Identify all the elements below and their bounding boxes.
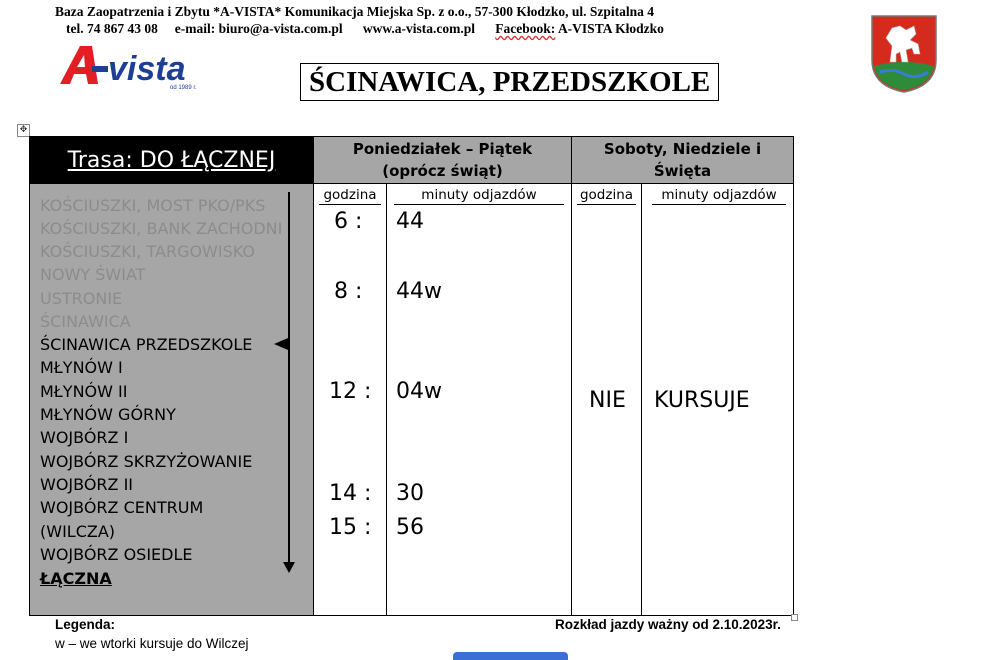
route-header	[30, 137, 314, 184]
weekend-header	[572, 137, 794, 184]
legend-title: Legenda:	[55, 617, 116, 632]
svg-text:vista: vista	[108, 50, 186, 88]
stop-current: ŚCINAWICA PRZEDSZKOLE	[40, 335, 253, 354]
minutes-value: 04w	[396, 379, 442, 404]
logo-tagline: od 1989 r.	[170, 85, 197, 91]
stop-next: WOJBÓRZ I	[40, 428, 129, 447]
stops-cell	[30, 184, 314, 616]
weekday-hour-column	[314, 184, 387, 616]
weekday-minutes-column	[387, 184, 572, 616]
company-address: Baza Zaopatrzenia i Zbytu *A-VISTA* Komunikacja Miejska Sp. z o.o., 57-300 Kłodzko, ul. Szpitalna 4	[55, 4, 655, 19]
route-direction-line	[288, 192, 290, 570]
stop-final: ŁĄCZNA	[40, 569, 112, 588]
weekend-hour-header: godzina	[577, 186, 636, 205]
weekday-header	[314, 137, 572, 184]
weekday-minutes-header: minuty odjazdów	[394, 186, 564, 205]
legend-note: w – we wtorki kursuje do Wilczej	[55, 636, 249, 651]
hour-value: 8 :	[334, 279, 363, 304]
minutes-value: 30	[396, 481, 424, 506]
weekend-header-line2: Święta	[653, 162, 712, 180]
weekend-hour-column	[572, 184, 642, 616]
phone-text: tel. 74 867 43 08	[66, 21, 158, 36]
facebook-label: Facebook:	[495, 21, 556, 36]
stop-next: (WILCZA)	[40, 522, 116, 541]
weekday-header-line2: (oprócz świąt)	[382, 162, 503, 180]
weekend-minutes-column	[642, 184, 794, 616]
stop-next: MŁYNÓW II	[40, 382, 128, 401]
stop-next: WOJBÓRZ II	[40, 475, 134, 494]
stop-past: NOWY ŚWIAT	[40, 265, 146, 284]
minutes-value: 56	[396, 515, 424, 540]
stop-next: WOJBÓRZ OSIEDLE	[40, 545, 193, 564]
hour-value: 15 :	[329, 515, 372, 540]
facebook-name: A-VISTA Kłodzko	[557, 21, 664, 36]
weekday-header-line1: Poniedziałek – Piątek	[352, 140, 533, 158]
stop-next: MŁYNÓW GÓRNY	[40, 405, 176, 424]
stop-next: WOJBÓRZ SKRZYŻOWANIE	[40, 452, 253, 471]
validity-note: Rozkład jazdy ważny od 2.10.2023r.	[555, 617, 781, 632]
hour-value: 12 :	[329, 379, 372, 404]
stop-past: USTRONIE	[40, 289, 123, 308]
weekday-hour-header: godzina	[319, 186, 381, 205]
weekend-no-service-text: KURSUJE	[654, 388, 750, 413]
minutes-value: 44w	[396, 279, 442, 304]
contact-line	[66, 21, 664, 37]
stop-past: KOŚCIUSZKI, MOST PKO/PKS	[40, 196, 266, 215]
weekend-header-line1: Soboty, Niedziele i	[603, 140, 762, 158]
stop-past: KOŚCIUSZKI, TARGOWISKO	[40, 242, 255, 261]
hour-value: 6 :	[334, 209, 363, 234]
page-title: ŚCINAWICA, PRZEDSZKOLE	[300, 63, 719, 101]
stop-next: WOJBÓRZ CENTRUM	[40, 498, 204, 517]
coat-of-arms-emblem	[870, 14, 938, 94]
minutes-value: 44	[396, 209, 424, 234]
stop-past: KOŚCIUSZKI, BANK ZACHODNI	[40, 219, 283, 238]
current-stop-marker-icon	[274, 338, 288, 350]
stop-next: MŁYNÓW I	[40, 358, 123, 377]
stop-past: ŚCINAWICA	[40, 312, 131, 331]
weekend-minutes-header: minuty odjazdów	[652, 186, 786, 205]
arrow-down-icon	[283, 562, 295, 574]
route-label: Trasa: DO ŁĄCZNEJ	[67, 147, 276, 173]
floating-toolbar-edge[interactable]	[453, 652, 568, 660]
email-text: e-mail: biuro@a-vista.com.pl	[174, 21, 343, 36]
table-resize-handle[interactable]	[791, 614, 798, 621]
avista-logo	[58, 40, 213, 92]
table-move-handle-icon[interactable]: ✥	[17, 124, 30, 137]
timetable-table	[29, 136, 794, 616]
hour-value: 14 :	[329, 481, 372, 506]
website-text: www.a-vista.com.pl	[362, 21, 476, 36]
weekend-no-service-text: NIE	[589, 388, 626, 413]
